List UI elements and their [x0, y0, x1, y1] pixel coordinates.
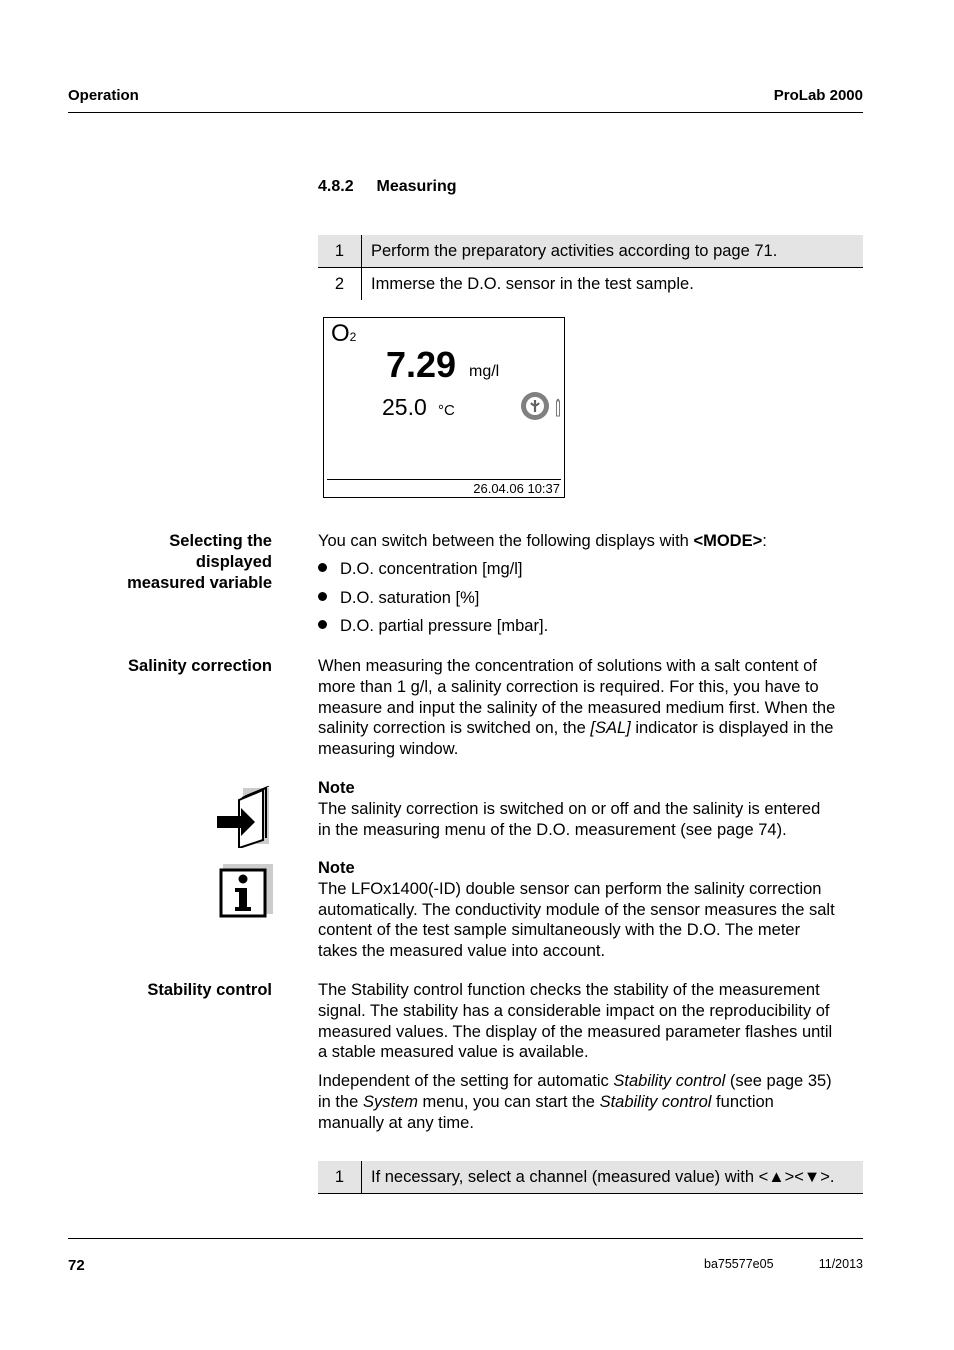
steps-table-bottom	[318, 1161, 863, 1194]
step-row	[318, 268, 863, 301]
paragraph-line: manually at any time.	[318, 1113, 474, 1132]
meter-display	[323, 317, 565, 498]
paragraph-text: (see page 35)	[725, 1072, 832, 1090]
selecting-intro	[318, 531, 767, 552]
list-item	[318, 560, 523, 579]
display-temperature: 25.0	[382, 394, 427, 420]
header-left: Operation	[68, 87, 139, 104]
paragraph-line: takes the measured value into account.	[318, 942, 606, 961]
paragraph-line: automatically. The conductivity module of the sensor measures the salt	[318, 900, 835, 919]
section-title: Measuring	[376, 178, 457, 195]
step-row	[318, 235, 863, 268]
paragraph-line: more than 1 g/l, a salinity correction is required. For this, you have to	[318, 677, 819, 696]
stability-label: Stability control	[147, 981, 272, 999]
stability-control-term: Stability control	[599, 1092, 712, 1111]
manual-reference-icon	[215, 786, 273, 848]
paragraph-line	[318, 1092, 832, 1113]
stability-paragraph-1	[318, 980, 832, 1063]
paragraph-line: signal. The stability has a considerable impact on the reproducibility of	[318, 1001, 830, 1020]
paragraph-text: function	[711, 1092, 774, 1111]
display-parameter	[331, 320, 356, 348]
step-row	[318, 1161, 863, 1194]
step-number: 1	[318, 1161, 362, 1194]
paragraph-line	[318, 1071, 832, 1092]
salinity-paragraph	[318, 656, 835, 760]
page-number: 72	[68, 1257, 85, 1274]
display-param-symbol: O	[331, 320, 350, 347]
mode-key: <MODE>	[693, 532, 763, 550]
paragraph-text: menu, you can start the	[417, 1092, 600, 1111]
paragraph-line: The LFOx1400(-ID) double sensor can perform the salinity correction	[318, 879, 822, 898]
selecting-label-line: Selecting the	[169, 532, 272, 550]
section-heading	[318, 178, 457, 196]
display-unit: mg/l	[469, 363, 500, 380]
steps-table-top	[318, 235, 863, 300]
step-text: Perform the preparatory activities according to page 71.	[362, 235, 864, 268]
paragraph-line: When measuring the concentration of solutions with a salt content of	[318, 657, 817, 675]
list-item	[318, 589, 479, 608]
sensor-probe-icon	[554, 398, 562, 418]
paragraph-text: indicator is displayed in the	[630, 719, 834, 738]
stability-control-term: Stability control	[613, 1072, 726, 1090]
step-number: 1	[318, 235, 362, 268]
step-text: Immerse the D.O. sensor in the test sample.	[371, 274, 694, 293]
doc-date: 11/2013	[818, 1257, 863, 1271]
paragraph-line: The salinity correction is switched on or off and the salinity is entered	[318, 799, 821, 818]
display-value: 7.29	[386, 344, 457, 385]
info-icon	[219, 864, 273, 918]
note-title: Note	[318, 859, 355, 877]
selecting-label-line: displayed	[195, 553, 272, 571]
sal-indicator: [SAL]	[590, 719, 631, 738]
footer-rule	[68, 1238, 863, 1239]
paragraph-line: The Stability control function checks the stability of the measurement	[318, 981, 820, 999]
list-item-text: D.O. concentration [mg/l]	[340, 560, 523, 578]
display-temp-unit: °C	[438, 402, 455, 419]
paragraph-line: in the measuring menu of the D.O. measurement (see page 74).	[318, 820, 787, 839]
selecting-intro-colon: :	[762, 532, 767, 550]
display-param-subscript: 2	[349, 330, 357, 344]
paragraph-text: salinity correction is switched on, the	[318, 719, 591, 738]
paragraph-line: a stable measured value is available.	[318, 1043, 589, 1062]
list-item-text: D.O. partial pressure [mbar].	[340, 617, 549, 635]
step-text: If necessary, select a channel (measured value) with <▲><▼>.	[362, 1161, 864, 1194]
selecting-intro-text: You can switch between the following displays with	[318, 532, 694, 550]
salinity-label: Salinity correction	[128, 657, 272, 675]
paragraph-text: in the	[318, 1092, 363, 1111]
display-datetime: 26.04.06 10:37	[473, 481, 560, 496]
header-rule	[68, 112, 863, 113]
system-menu-term: System	[362, 1092, 418, 1111]
paragraph-line: content of the test sample simultaneously with the D.O. The meter	[318, 921, 801, 940]
selecting-label-line: measured variable	[127, 574, 272, 592]
note-title: Note	[318, 779, 355, 797]
paragraph-line: measured values. The display of the measured parameter flashes until	[318, 1022, 833, 1041]
stability-paragraph-2	[318, 1071, 832, 1133]
list-item-text: D.O. saturation [%]	[340, 589, 480, 607]
paragraph-line: measuring window.	[318, 740, 459, 759]
paragraph-line: measure and input the salinity of the measured medium first. When the	[318, 698, 836, 717]
stirrer-icon	[520, 391, 550, 421]
step-number: 2	[318, 268, 362, 301]
header-right: ProLab 2000	[773, 87, 863, 104]
display-status-rule	[327, 479, 561, 480]
note-1	[318, 778, 820, 840]
paragraph-text: Independent of the setting for automatic	[318, 1072, 614, 1090]
selecting-label	[22, 531, 272, 594]
paragraph-line	[318, 718, 835, 739]
doc-number: ba75577e05	[704, 1257, 774, 1271]
section-number: 4.8.2	[318, 178, 354, 195]
note-2	[318, 858, 835, 962]
list-item	[318, 617, 548, 636]
